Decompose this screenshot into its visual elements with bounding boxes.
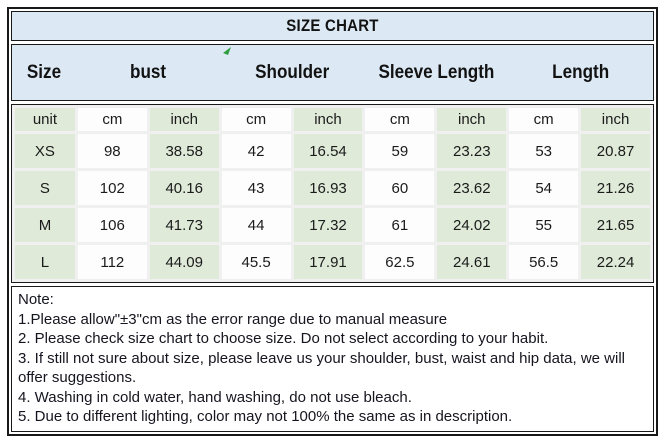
size-chart-frame bbox=[7, 7, 658, 436]
header-group-bust bbox=[76, 62, 220, 84]
size-row-s-cell-7: 54 bbox=[509, 171, 578, 205]
size-row-m-cell-8: 21.65 bbox=[581, 208, 650, 242]
size-row-m-cell-3: 44 bbox=[222, 208, 291, 242]
size-row-m bbox=[15, 208, 650, 242]
size-row-l-cell-8: 22.24 bbox=[581, 245, 650, 279]
size-row-l-cell-0: L bbox=[15, 245, 75, 279]
header-group-length bbox=[509, 62, 653, 84]
header-row bbox=[11, 44, 654, 101]
size-row-l-cell-4: 17.91 bbox=[294, 245, 363, 279]
size-row-xs-cell-5: 59 bbox=[365, 134, 434, 168]
size-row-xs-cell-7: 53 bbox=[509, 134, 578, 168]
size-row-m-cell-5: 61 bbox=[365, 208, 434, 242]
size-row-m-cell-0: M bbox=[15, 208, 75, 242]
header-group-label: Size bbox=[26, 61, 62, 83]
size-table bbox=[11, 104, 654, 283]
unit-row-cell-3: cm bbox=[222, 108, 291, 131]
size-row-m-cell-6: 24.02 bbox=[437, 208, 506, 242]
header-group-label: bust bbox=[130, 61, 167, 83]
size-row-xs-cell-4: 16.54 bbox=[294, 134, 363, 168]
size-row-s-cell-8: 21.26 bbox=[581, 171, 650, 205]
size-row-xs-cell-6: 23.23 bbox=[437, 134, 506, 168]
unit-row-cell-7: cm bbox=[509, 108, 578, 131]
note-heading: Note: bbox=[18, 291, 54, 308]
size-row-m-cell-1: 106 bbox=[78, 208, 147, 242]
size-row-m-cell-2: 41.73 bbox=[150, 208, 219, 242]
size-row-s-cell-5: 60 bbox=[365, 171, 434, 205]
header-group-label: Sleeve Length bbox=[378, 61, 495, 83]
notes-box bbox=[11, 286, 654, 432]
size-row-xs-cell-8: 20.87 bbox=[581, 134, 650, 168]
size-row-l-cell-6: 24.61 bbox=[437, 245, 506, 279]
size-row-s bbox=[15, 171, 650, 205]
size-row-xs-cell-1: 98 bbox=[78, 134, 147, 168]
size-row-l-cell-1: 112 bbox=[78, 245, 147, 279]
note-item-5: 5. Due to different lighting, color may not 100% the same as in description. bbox=[18, 408, 513, 425]
size-row-l-cell-3: 45.5 bbox=[222, 245, 291, 279]
note-item-1: 1.Please allow"±3"cm as the error range due to manual measure bbox=[18, 310, 448, 328]
header-group-shoulder bbox=[220, 62, 364, 84]
size-row-s-cell-6: 23.62 bbox=[437, 171, 506, 205]
size-row-s-cell-2: 40.16 bbox=[150, 171, 219, 205]
unit-row-cell-8: inch bbox=[581, 108, 650, 131]
unit-row-cell-2: inch bbox=[150, 108, 219, 131]
size-row-l-cell-2: 44.09 bbox=[150, 245, 219, 279]
page-title: SIZE CHART bbox=[286, 16, 379, 35]
unit-row bbox=[15, 108, 650, 131]
header-group-label: Length bbox=[552, 61, 610, 83]
size-row-m-cell-4: 17.32 bbox=[294, 208, 363, 242]
size-row-xs-cell-2: 38.58 bbox=[150, 134, 219, 168]
unit-row-cell-6: inch bbox=[437, 108, 506, 131]
unit-row-cell-0: unit bbox=[15, 108, 75, 131]
note-item-4: 4. Washing in cold water, hand washing, do not use bleach. bbox=[18, 388, 412, 406]
size-row-l-cell-5: 62.5 bbox=[365, 245, 434, 279]
note-item-2: 2. Please check size chart to choose size. Do not select according to your habit. bbox=[18, 330, 549, 347]
size-row-s-cell-0: S bbox=[15, 171, 75, 205]
size-row-m-cell-7: 55 bbox=[509, 208, 578, 242]
size-row-l bbox=[15, 245, 650, 279]
header-group-size bbox=[12, 62, 76, 84]
notes-list bbox=[18, 310, 647, 427]
note-item-3: 3. If still not sure about size, please leave us your shoulder, bust, waist and hip data, we will offer suggestions. bbox=[18, 349, 626, 386]
size-row-xs-cell-3: 42 bbox=[222, 134, 291, 168]
unit-row-cell-1: cm bbox=[78, 108, 147, 131]
unit-row-cell-4: inch bbox=[294, 108, 363, 131]
title-box bbox=[11, 11, 654, 41]
size-row-s-cell-3: 43 bbox=[222, 171, 291, 205]
size-row-l-cell-7: 56.5 bbox=[509, 245, 578, 279]
size-row-xs bbox=[15, 134, 650, 168]
header-group-label: Shoulder bbox=[255, 61, 330, 83]
header-group-sleeve-length bbox=[365, 62, 509, 84]
size-row-s-cell-4: 16.93 bbox=[294, 171, 363, 205]
size-row-s-cell-1: 102 bbox=[78, 171, 147, 205]
size-row-xs-cell-0: XS bbox=[15, 134, 75, 168]
unit-row-cell-5: cm bbox=[365, 108, 434, 131]
